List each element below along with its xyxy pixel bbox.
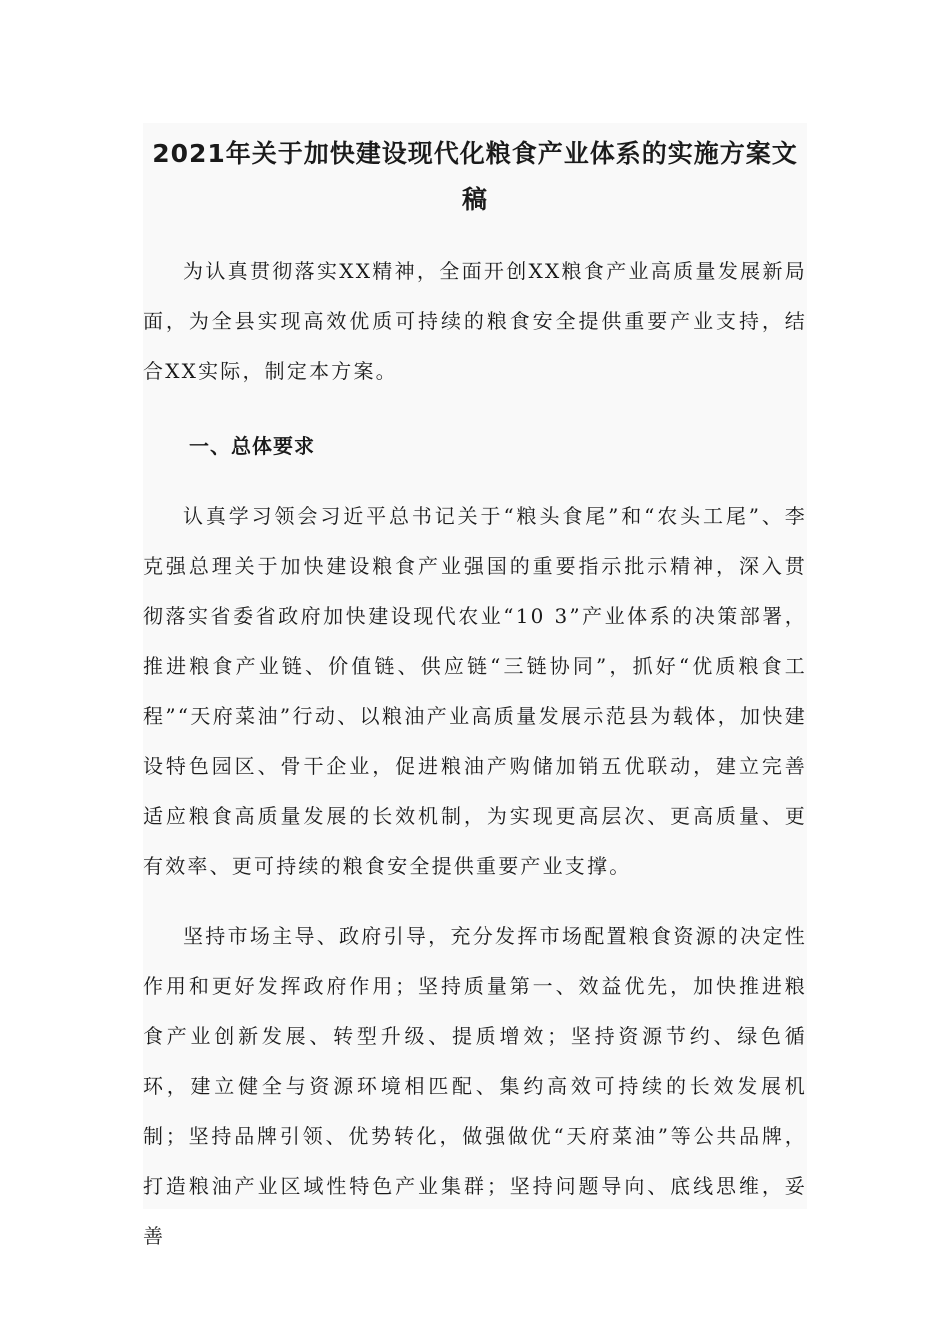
document-title: 2021年关于加快建设现代化粮食产业体系的实施方案文稿	[152, 139, 798, 214]
body-paragraph: 认真学习领会习近平总书记关于“粮头食尾”和“农头工尾”、李克强总理关于加快建设粮食产业强国的重要指示批示精神，深入贯彻落实省委省政府加快建设现代农业“10 3”产业体系的决策部署，推进粮食产业链、价值链、供应链“三链协同”，抓好“优质粮食工程”“天府菜油”行动、以粮油产业高质量发展示范县为载体，加快建设特色园区、骨干企业，促进粮油产购储加销五优联动，建立完善适应粮食高质量发展的长效机制，为实现更高层次、更高质量、更有效率、更可持续的粮食安全提供重要产业支撑。	[143, 504, 807, 878]
document-page	[143, 123, 807, 1248]
section-heading: 一、总体要求	[189, 434, 315, 458]
intro-paragraph: 为认真贯彻落实XX精神，全面开创XX粮食产业高质量发展新局面，为全县实现高效优质可持续的粮食安全提供重要产业支持，结合XX实际，制定本方案。	[143, 259, 807, 383]
body-paragraph: 坚持市场主导、政府引导，充分发挥市场配置粮食资源的决定性作用和更好发挥政府作用；坚持质量第一、效益优先，加快推进粮食产业创新发展、转型升级、提质增效；坚持资源节约、绿色循环，建立健全与资源环境相匹配、集约高效可持续的长效发展机制；坚持品牌引领、优势转化，做强做优“天府菜油”等公共品牌，打造粮油产业区域性特色产业集群；坚持问题导向、底线思维，妥善	[143, 924, 807, 1248]
